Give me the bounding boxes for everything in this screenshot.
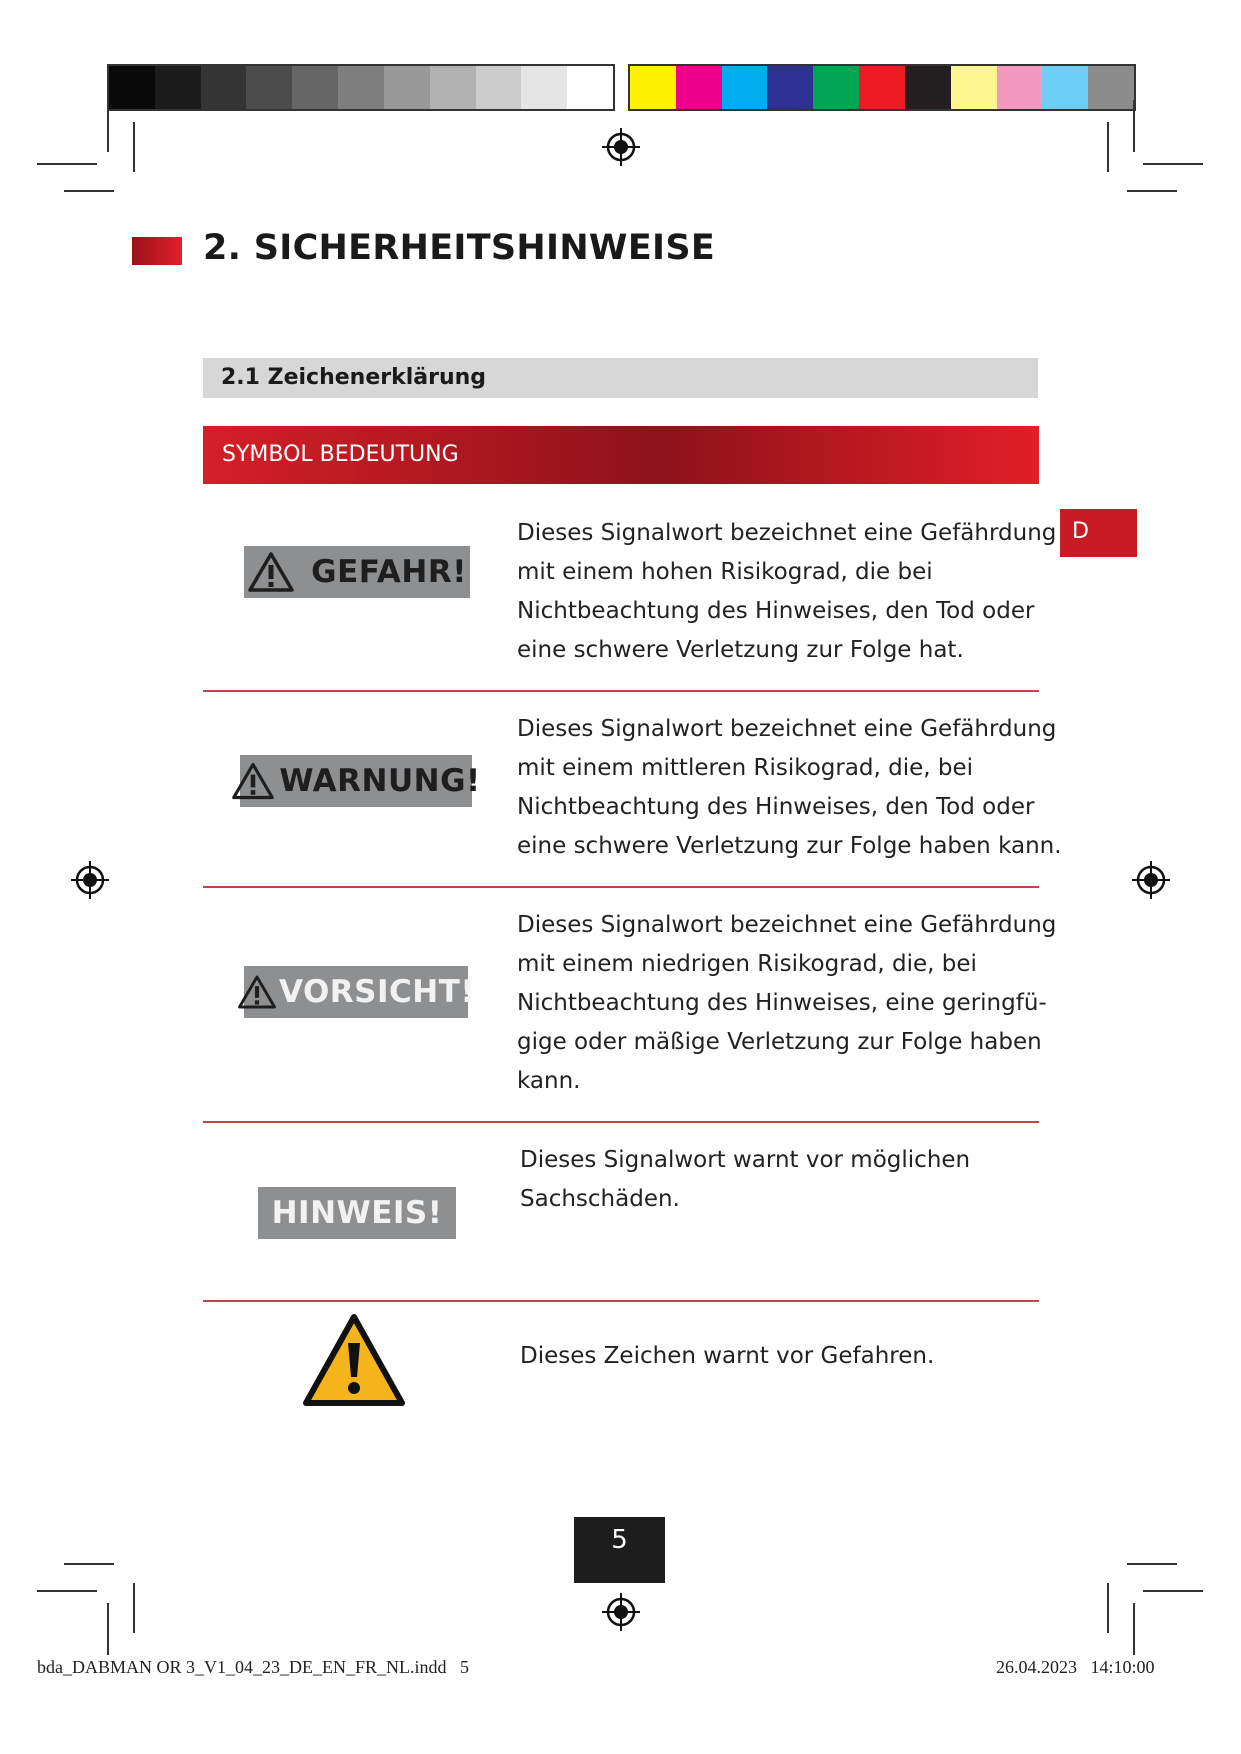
table-header-label: SYMBOL BEDEUTUNG [222, 442, 459, 467]
color-swatch [676, 66, 722, 109]
row-description [520, 1337, 934, 1376]
crop-mark [1107, 122, 1109, 172]
registration-mark-icon [601, 1592, 641, 1632]
crop-mark [1143, 1590, 1203, 1592]
row-description [517, 906, 1056, 1101]
notice-sign-label: HINWEIS! [271, 1195, 443, 1231]
footer-file-slug: bda_DABMAN OR 3_V1_04_23_DE_EN_FR_NL.indd 5 [37, 1657, 469, 1677]
desc-line: Dieses Signalwort bezeichnet eine Gefährdung [517, 912, 1057, 938]
desc-line: Dieses Signalwort bezeichnet eine Gefährdung [517, 520, 1057, 546]
footer-date-slug: 26.04.2023 14:10:00 [996, 1657, 1155, 1677]
page-number: 5 [611, 1525, 628, 1555]
gray-swatch [246, 66, 292, 109]
gray-swatch [201, 66, 247, 109]
color-swatch [905, 66, 951, 109]
color-swatch [997, 66, 1043, 109]
color-swatch [630, 66, 676, 109]
danger-sign [244, 546, 470, 598]
row-divider [203, 1300, 1039, 1302]
gray-swatch [476, 66, 522, 109]
warning-triangle-icon [231, 761, 275, 801]
desc-line: eine schwere Verletzung zur Folge haben kann. [517, 833, 1062, 859]
gray-swatch [155, 66, 201, 109]
gray-swatch [384, 66, 430, 109]
crop-mark [1143, 163, 1203, 165]
crop-mark [37, 1590, 97, 1592]
warning-sign-label: WARNUNG! [279, 763, 481, 799]
notice-sign [258, 1187, 456, 1239]
gray-swatch [338, 66, 384, 109]
desc-line: Sachschäden. [520, 1186, 680, 1212]
gray-swatch [430, 66, 476, 109]
warning-triangle-icon [247, 551, 295, 593]
row-divider [203, 886, 1039, 888]
desc-line: gige oder mäßige Verletzung zur Folge haben [517, 1029, 1042, 1055]
warning-sign [240, 755, 481, 807]
crop-mark [107, 1603, 109, 1655]
page-title: 2. SICHERHEITSHINWEISE [203, 228, 716, 268]
crop-mark [1127, 190, 1177, 192]
yellow-warning-triangle-icon [302, 1313, 406, 1407]
language-tab [1060, 509, 1137, 557]
desc-line: eine schwere Verletzung zur Folge hat. [517, 637, 964, 663]
table-header [203, 426, 1039, 484]
color-swatch [1088, 66, 1134, 109]
crop-mark [133, 1583, 135, 1633]
section-title: 2.1 Zeichenerklärung [221, 365, 487, 390]
warning-triangle-icon [237, 973, 277, 1011]
registration-mark-icon [601, 127, 641, 167]
language-tab-label: D [1072, 519, 1089, 544]
danger-sign-label: GEFAHR! [311, 554, 467, 590]
desc-line: mit einem niedrigen Risikograd, die, bei [517, 951, 977, 977]
caution-sign [244, 966, 476, 1018]
desc-line: Nichtbeachtung des Hinweises, den Tod oder [517, 794, 1035, 820]
row-description [517, 514, 1056, 670]
gray-swatch [109, 66, 155, 109]
crop-mark [133, 122, 135, 172]
color-swatch [767, 66, 813, 109]
row-description [520, 1141, 970, 1219]
row-divider [203, 1121, 1039, 1123]
color-swatch [859, 66, 905, 109]
crop-mark [107, 100, 109, 152]
process-color-bar [628, 64, 1136, 111]
gray-swatch [521, 66, 567, 109]
desc-line: Dieses Signalwort warnt vor möglichen [520, 1147, 971, 1173]
desc-line: mit einem mittleren Risikograd, die, bei [517, 755, 974, 781]
crop-mark [1133, 1603, 1135, 1655]
gray-swatch [292, 66, 338, 109]
desc-line: Nichtbeachtung des Hinweises, eine geringfü- [517, 990, 1047, 1016]
row-description [517, 710, 1062, 866]
desc-line: Dieses Zeichen warnt vor Gefahren. [520, 1343, 935, 1369]
color-swatch [1042, 66, 1088, 109]
row-divider [203, 690, 1039, 692]
color-swatch [813, 66, 859, 109]
desc-line: kann. [517, 1068, 581, 1094]
color-swatch [951, 66, 997, 109]
page-number-box [574, 1517, 665, 1583]
desc-line: Dieses Signalwort bezeichnet eine Gefährdung [517, 716, 1057, 742]
gray-swatch [567, 66, 613, 109]
registration-mark-icon [1131, 860, 1171, 900]
grayscale-bar [107, 64, 615, 111]
caution-sign-label: VORSICHT! [279, 974, 476, 1010]
registration-mark-icon [70, 860, 110, 900]
color-swatch [722, 66, 768, 109]
section-title-bar [203, 358, 1038, 398]
crop-mark [37, 163, 97, 165]
crop-mark [1133, 100, 1135, 152]
crop-mark [64, 1563, 114, 1565]
crop-mark [1127, 1563, 1177, 1565]
desc-line: mit einem hohen Risikograd, die bei [517, 559, 933, 585]
crop-mark [1107, 1583, 1109, 1633]
heading-marker [132, 237, 182, 265]
desc-line: Nichtbeachtung des Hinweises, den Tod oder [517, 598, 1035, 624]
crop-mark [64, 190, 114, 192]
